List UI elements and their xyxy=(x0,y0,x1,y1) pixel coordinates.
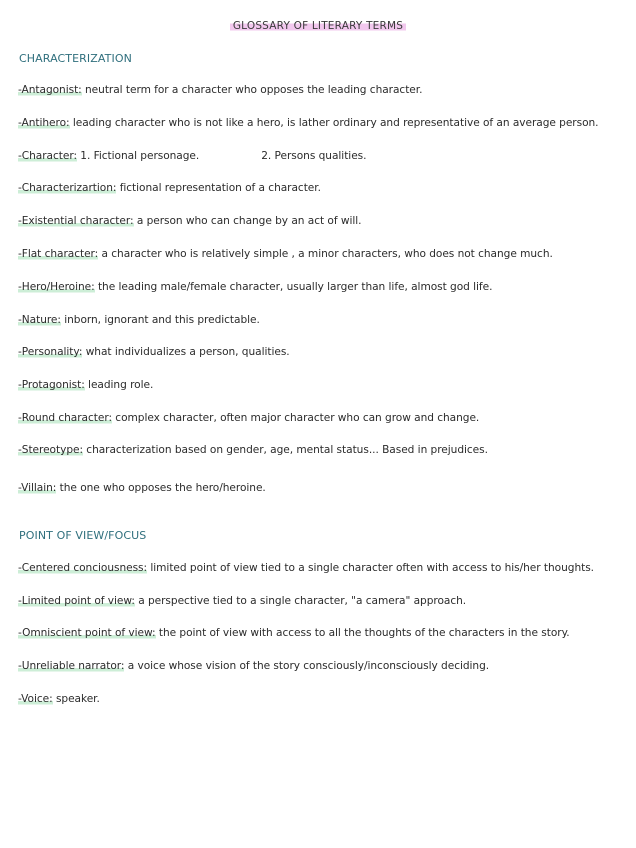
term: -Characterizartion: xyxy=(18,182,117,194)
term: -Antagonist: xyxy=(18,84,82,96)
term: -Flat character: xyxy=(18,248,99,260)
term: -Character: xyxy=(18,150,77,162)
glossary-entry xyxy=(18,150,366,162)
glossary-entry xyxy=(18,627,570,639)
glossary-entry xyxy=(18,281,492,293)
definition: a character who is relatively simple , a minor characters, who does not change much. xyxy=(98,248,553,260)
definition: characterization based on gender, age, mental status... Based in prejudices. xyxy=(82,444,488,456)
term: -Limited point of view: xyxy=(18,595,135,607)
glossary-entry xyxy=(18,248,553,260)
glossary-entry xyxy=(18,412,479,424)
term: -Centered conciousness: xyxy=(18,562,148,574)
term: -Existential character: xyxy=(18,215,134,227)
glossary-entry xyxy=(18,482,266,494)
glossary-entry xyxy=(18,693,100,705)
definition: 1. Fictional personage. xyxy=(76,150,200,162)
section-heading-characterization: CHARACTERIZATION xyxy=(19,52,132,65)
glossary-entry xyxy=(18,346,290,358)
glossary-entry xyxy=(18,215,361,227)
definition: the point of view with access to all the thoughts of the characters in the story. xyxy=(155,627,570,639)
definition: limited point of view tied to a single character often with access to his/her thoughts. xyxy=(147,562,594,574)
glossary-entry xyxy=(18,660,489,672)
definition: fictional representation of a character. xyxy=(116,182,321,194)
definition: complex character, often major character who can grow and change. xyxy=(111,412,480,424)
definition: what individualizes a person, qualities. xyxy=(82,346,290,358)
term: -Nature: xyxy=(18,314,61,326)
glossary-entry xyxy=(18,117,599,129)
term: -Round character: xyxy=(18,412,112,424)
definition: a perspective tied to a single character, "a camera" approach. xyxy=(134,595,467,607)
term: -Villain: xyxy=(18,482,57,494)
definition: leading role. xyxy=(84,379,154,391)
term: -Stereotype: xyxy=(18,444,83,456)
definition: the leading male/female character, usually larger than life, almost god life. xyxy=(94,281,493,293)
glossary-entry xyxy=(18,84,422,96)
page-title: GLOSSARY OF LITERARY TERMS xyxy=(0,14,636,33)
definition: the one who opposes the hero/heroine. xyxy=(56,482,266,494)
glossary-entry xyxy=(18,182,321,194)
term: -Unreliable narrator: xyxy=(18,660,125,672)
definition: inborn, ignorant and this predictable. xyxy=(60,314,260,326)
definition: neutral term for a character who opposes the leading character. xyxy=(81,84,423,96)
term: -Hero/Heroine: xyxy=(18,281,95,293)
definition-second: 2. Persons qualities. xyxy=(261,150,367,162)
glossary-entry xyxy=(18,314,260,326)
glossary-entry xyxy=(18,444,488,456)
section-heading-point-of-view: POINT OF VIEW/FOCUS xyxy=(19,529,147,542)
term: -Voice: xyxy=(18,693,53,705)
definition: a voice whose vision of the story consciously/inconsciously deciding. xyxy=(124,660,490,672)
term: -Antihero: xyxy=(18,117,70,129)
glossary-entry xyxy=(18,595,466,607)
glossary-entry xyxy=(18,562,594,574)
definition: leading character who is not like a hero, is lather ordinary and representative of an average person. xyxy=(69,117,599,129)
glossary-entry xyxy=(18,379,153,391)
definition: speaker. xyxy=(52,693,100,705)
term: -Protagonist: xyxy=(18,379,85,391)
definition: a person who can change by an act of will. xyxy=(133,215,362,227)
term: -Personality: xyxy=(18,346,83,358)
term: -Omniscient point of view: xyxy=(18,627,156,639)
